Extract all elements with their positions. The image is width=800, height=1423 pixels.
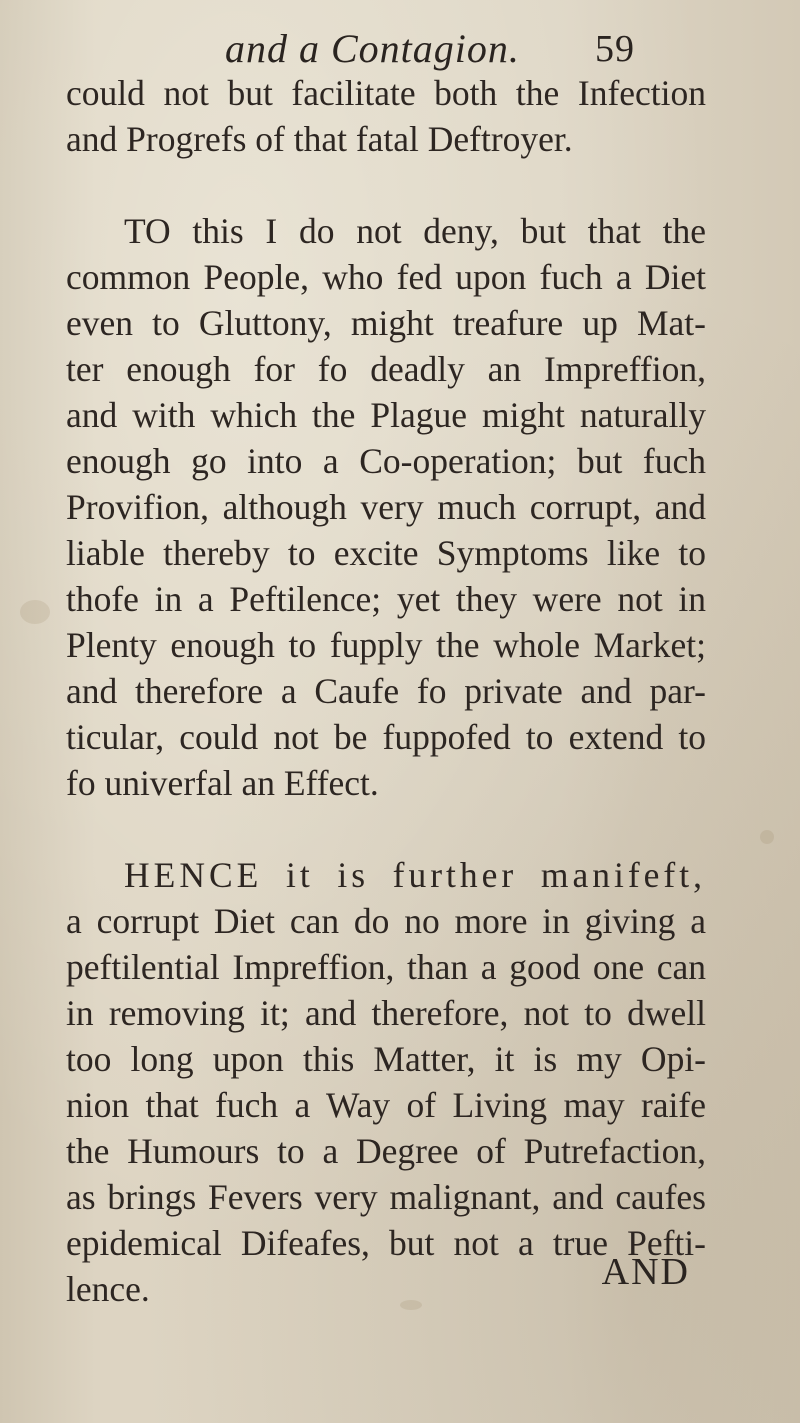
text-line: nion that fuch a Way of Living may raife bbox=[66, 1085, 706, 1125]
body-text bbox=[66, 70, 706, 1312]
text-line: even to Gluttony, might treafure up Mat- bbox=[66, 303, 706, 343]
text-line: the Humours to a Degree of Putrefaction, bbox=[66, 1131, 706, 1171]
text-line: epidemical Difeafes, but not a true Pefti- bbox=[66, 1223, 706, 1263]
paragraph-gap bbox=[66, 806, 706, 852]
text-line: and Progrefs of that fatal Deftroyer. bbox=[66, 119, 573, 159]
text-line: and therefore a Caufe fo private and par- bbox=[66, 671, 706, 711]
paragraph-1 bbox=[66, 70, 706, 162]
paper-stain bbox=[760, 830, 774, 844]
text-line: and with which the Plague might naturally bbox=[66, 395, 706, 435]
text-line: HENCE it is further manifeft, bbox=[124, 855, 706, 895]
catchword: AND bbox=[601, 1251, 690, 1293]
text-line: a corrupt Diet can do no more in giving a bbox=[66, 901, 706, 941]
text-line: too long upon this Matter, it is my Opi- bbox=[66, 1039, 706, 1079]
text-line: ter enough for fo deadly an Impreffion, bbox=[66, 349, 706, 389]
text-line: thofe in a Peftilence; yet they were not in bbox=[66, 579, 706, 619]
paragraph-gap bbox=[66, 162, 706, 208]
paragraph-2 bbox=[66, 208, 706, 806]
text-line: fo univerfal an Effect. bbox=[66, 763, 379, 803]
text-line: Plenty enough to fupply the whole Market; bbox=[66, 625, 706, 665]
text-line: ticular, could not be fuppofed to extend to bbox=[66, 717, 706, 757]
text-line: peftilential Impreffion, than a good one can bbox=[66, 947, 706, 987]
running-head bbox=[225, 24, 635, 74]
paper-stain bbox=[20, 600, 50, 624]
page-number: 59 bbox=[595, 28, 635, 70]
text-line: TO this I do not deny, but that the bbox=[124, 211, 706, 251]
text-line: lence. bbox=[66, 1269, 150, 1309]
text-line: liable thereby to excite Symptoms like to bbox=[66, 533, 706, 573]
paragraph-3 bbox=[66, 852, 706, 1312]
running-title: and a Contagion. bbox=[225, 26, 520, 71]
text-line: as brings Fevers very malignant, and caufes bbox=[66, 1177, 706, 1217]
text-line: Provifion, although very much corrupt, and bbox=[66, 487, 706, 527]
text-line: common People, who fed upon fuch a Diet bbox=[66, 257, 706, 297]
text-line: enough go into a Co-operation; but fuch bbox=[66, 441, 706, 481]
text-line: in removing it; and therefore, not to dwell bbox=[66, 993, 706, 1033]
text-line: could not but facilitate both the Infection bbox=[66, 73, 706, 113]
